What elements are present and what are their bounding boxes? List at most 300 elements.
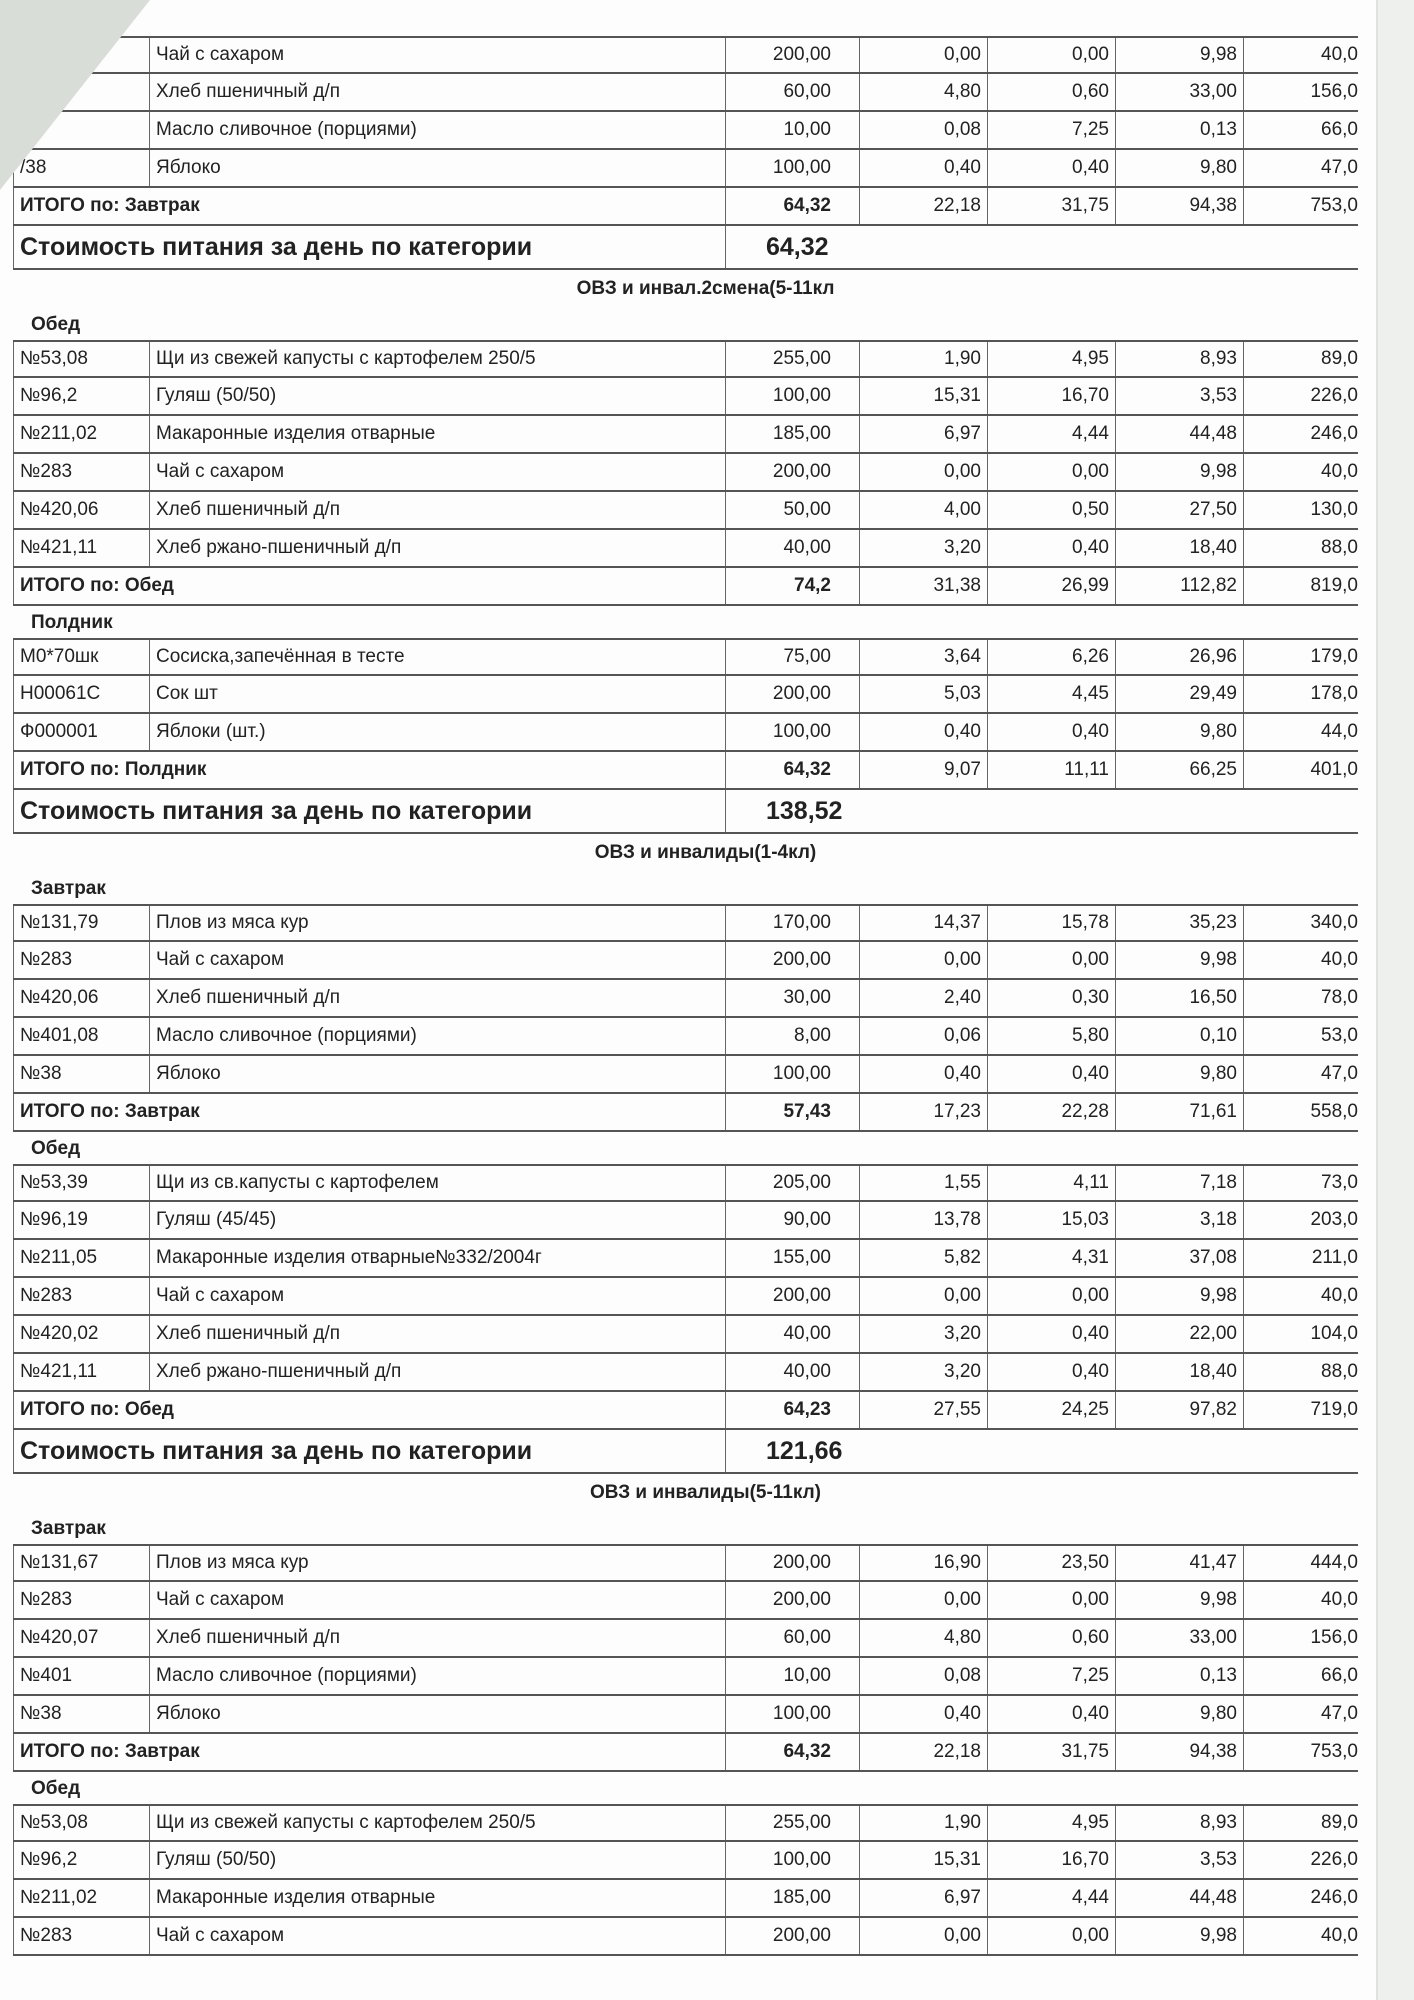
code-cell: /7 — [13, 74, 150, 110]
calories-cell: 40,0 — [1321, 1925, 1358, 1946]
fats-cell: 6,26 — [988, 640, 1116, 674]
code-cell: №96,2 — [13, 1842, 150, 1878]
carbohydrates-cell: 8,93 — [1116, 1806, 1244, 1840]
table-row — [13, 454, 1358, 492]
code-cell: /38 — [13, 150, 150, 186]
calories-cell: 78,0 — [1321, 987, 1358, 1008]
fats-cell: 4,45 — [988, 676, 1116, 712]
scan-edge — [1376, 0, 1414, 2000]
fats-cell: 0,00 — [988, 942, 1116, 978]
dish-name-cell: Чай с сахаром — [150, 454, 726, 490]
proteins-cell: 4,80 — [860, 1620, 988, 1656]
table-row — [13, 492, 1358, 530]
total-fats-cell: 24,25 — [988, 1392, 1116, 1428]
total-fats-cell: 11,11 — [988, 752, 1116, 788]
carbohydrates-cell: 0,13 — [1116, 112, 1244, 148]
portion-weight-cell: 60,00 — [726, 1620, 860, 1656]
portion-weight-cell: 100,00 — [726, 150, 860, 186]
proteins-cell: 15,31 — [860, 1842, 988, 1878]
total-portion-weight-cell: 64,23 — [726, 1392, 860, 1428]
total-portion-weight-cell: 57,43 — [726, 1094, 860, 1130]
fats-cell: 0,00 — [988, 454, 1116, 490]
total-calories-cell: 753,0 — [1310, 1741, 1358, 1762]
dish-name-cell: Хлеб пшеничный д/п — [150, 980, 726, 1016]
total-fats-cell: 22,28 — [988, 1094, 1116, 1130]
portion-weight-cell: 30,00 — [726, 980, 860, 1016]
total-row — [13, 1392, 1358, 1430]
table-row — [13, 1658, 1358, 1696]
fats-cell: 0,00 — [988, 38, 1116, 72]
total-carbohydrates-cell: 71,61 — [1116, 1094, 1244, 1130]
code-cell: №420,06 — [13, 492, 150, 528]
code-cell: Н00061С — [13, 676, 150, 712]
meal-label: Обед — [31, 1138, 81, 1159]
code-cell: №131,79 — [13, 906, 150, 940]
carbohydrates-cell: 9,98 — [1116, 38, 1244, 72]
code-cell: №96,2 — [13, 378, 150, 414]
meal-label: Завтрак — [31, 878, 106, 899]
code-cell: №283 — [13, 1582, 150, 1618]
dish-name-cell: Щи из свежей капусты с картофелем 250/5 — [150, 1806, 726, 1840]
calories-cell: 40,0 — [1321, 949, 1358, 970]
carbohydrates-cell: 9,80 — [1116, 714, 1244, 750]
table-row — [13, 416, 1358, 454]
carbohydrates-cell: 3,18 — [1116, 1202, 1244, 1238]
fats-cell: 15,03 — [988, 1202, 1116, 1238]
dish-name-cell: Чай с сахаром — [150, 942, 726, 978]
table-row — [13, 1240, 1358, 1278]
dish-name-cell: Макаронные изделия отварные — [150, 416, 726, 452]
calories-cell: 88,0 — [1321, 537, 1358, 558]
total-label: ИТОГО по: Полдник — [13, 752, 726, 788]
code-cell: №420,07 — [13, 1620, 150, 1656]
proteins-cell: 3,20 — [860, 1354, 988, 1390]
calories-cell: 156,0 — [1310, 81, 1358, 102]
portion-weight-cell: 200,00 — [726, 1546, 860, 1580]
code-cell: №283 — [13, 942, 150, 978]
calories-cell: 66,0 — [1321, 119, 1358, 140]
dish-name-cell: Хлеб пшеничный д/п — [150, 74, 726, 110]
fats-cell: 0,40 — [988, 530, 1116, 566]
calories-cell: 104,0 — [1310, 1323, 1358, 1344]
dish-name-cell: Яблоко — [150, 150, 726, 186]
dish-name-cell: Гуляш (50/50) — [150, 378, 726, 414]
code-cell: №401,08 — [13, 1018, 150, 1054]
fats-cell: 0,30 — [988, 980, 1116, 1016]
portion-weight-cell: 200,00 — [726, 1582, 860, 1618]
carbohydrates-cell: 9,98 — [1116, 1918, 1244, 1954]
proteins-cell: 0,40 — [860, 150, 988, 186]
carbohydrates-cell: 9,98 — [1116, 1582, 1244, 1618]
carbohydrates-cell: 9,98 — [1116, 1278, 1244, 1314]
fats-cell: 0,40 — [988, 1696, 1116, 1732]
total-label: ИТОГО по: Завтрак — [13, 1734, 726, 1770]
calories-cell: 47,0 — [1321, 1063, 1358, 1084]
table-row — [13, 1842, 1358, 1880]
daily-cost-row — [13, 226, 1358, 270]
portion-weight-cell: 100,00 — [726, 1056, 860, 1092]
daily-cost-value: 138,52 — [766, 796, 843, 825]
total-proteins-cell: 9,07 — [860, 752, 988, 788]
fats-cell: 0,60 — [988, 1620, 1116, 1656]
portion-weight-cell: 185,00 — [726, 1880, 860, 1916]
meal-label: Завтрак — [31, 1518, 106, 1539]
carbohydrates-cell: 44,48 — [1116, 1880, 1244, 1916]
dish-name-cell: Масло сливочное (порциями) — [150, 112, 726, 148]
portion-weight-cell: 40,00 — [726, 1316, 860, 1352]
dish-name-cell: Чай с сахаром — [150, 1278, 726, 1314]
portion-weight-cell: 200,00 — [726, 1918, 860, 1954]
category-title: ОВЗ и инвалиды(5-11кл) — [589, 1482, 822, 1503]
portion-weight-cell: 200,00 — [726, 1278, 860, 1314]
fats-cell: 4,44 — [988, 1880, 1116, 1916]
fats-cell: 4,44 — [988, 416, 1116, 452]
proteins-cell: 0,00 — [860, 38, 988, 72]
fats-cell: 4,95 — [988, 342, 1116, 376]
code-cell: Ф000001 — [13, 714, 150, 750]
proteins-cell: 16,90 — [860, 1546, 988, 1580]
total-label: ИТОГО по: Обед — [13, 1392, 726, 1428]
table-row — [13, 1620, 1358, 1658]
calories-cell: 66,0 — [1321, 1665, 1358, 1686]
proteins-cell: 5,03 — [860, 676, 988, 712]
total-fats-cell: 31,75 — [988, 1734, 1116, 1770]
code-cell: №211,05 — [13, 1240, 150, 1276]
calories-cell: 47,0 — [1321, 157, 1358, 178]
fats-cell: 0,50 — [988, 492, 1116, 528]
daily-cost-label: Стоимость питания за день по категории — [13, 1430, 726, 1472]
calories-cell: 40,0 — [1321, 1285, 1358, 1306]
total-label: ИТОГО по: Завтрак — [13, 1094, 726, 1130]
code-cell: №38 — [13, 1056, 150, 1092]
portion-weight-cell: 40,00 — [726, 1354, 860, 1390]
portion-weight-cell: 255,00 — [726, 1806, 860, 1840]
daily-cost-label: Стоимость питания за день по категории — [13, 226, 726, 268]
proteins-cell: 4,00 — [860, 492, 988, 528]
fats-cell: 5,80 — [988, 1018, 1116, 1054]
calories-cell: 178,0 — [1310, 683, 1358, 704]
calories-cell: 226,0 — [1310, 1849, 1358, 1870]
table-row — [13, 378, 1358, 416]
portion-weight-cell: 185,00 — [726, 416, 860, 452]
portion-weight-cell: 155,00 — [726, 1240, 860, 1276]
table-row — [13, 1918, 1358, 1956]
portion-weight-cell: 200,00 — [726, 38, 860, 72]
total-proteins-cell: 27,55 — [860, 1392, 988, 1428]
table-row — [13, 150, 1358, 188]
total-row — [13, 1094, 1358, 1132]
total-proteins-cell: 17,23 — [860, 1094, 988, 1130]
table-row — [13, 112, 1358, 150]
dish-name-cell: Сок шт — [150, 676, 726, 712]
carbohydrates-cell: 9,80 — [1116, 1056, 1244, 1092]
category-title: ОВЗ и инвалиды(1-4кл) — [594, 842, 817, 863]
carbohydrates-cell: 16,50 — [1116, 980, 1244, 1016]
carbohydrates-cell: 44,48 — [1116, 416, 1244, 452]
total-row — [13, 188, 1358, 226]
calories-cell: 89,0 — [1321, 348, 1358, 369]
table-row — [13, 1316, 1358, 1354]
table-row — [13, 1278, 1358, 1316]
proteins-cell: 0,40 — [860, 1056, 988, 1092]
total-row — [13, 752, 1358, 790]
calories-cell: 89,0 — [1321, 1812, 1358, 1833]
carbohydrates-cell: 18,40 — [1116, 530, 1244, 566]
total-label: ИТОГО по: Обед — [13, 568, 726, 604]
dish-name-cell: Яблоко — [150, 1696, 726, 1732]
dish-name-cell: Чай с сахаром — [150, 1918, 726, 1954]
fats-cell: 0,40 — [988, 150, 1116, 186]
portion-weight-cell: 205,00 — [726, 1166, 860, 1200]
table-row — [13, 942, 1358, 980]
code-cell: №53,08 — [13, 342, 150, 376]
table-row — [13, 74, 1358, 112]
table-row — [13, 904, 1358, 942]
proteins-cell: 3,20 — [860, 530, 988, 566]
table-row — [13, 1354, 1358, 1392]
table-row — [13, 340, 1358, 378]
table-row — [13, 638, 1358, 676]
calories-cell: 130,0 — [1310, 499, 1358, 520]
proteins-cell: 6,97 — [860, 416, 988, 452]
daily-cost-value: 64,32 — [766, 232, 829, 261]
carbohydrates-cell: 27,50 — [1116, 492, 1244, 528]
fats-cell: 7,25 — [988, 112, 1116, 148]
fats-cell: 4,31 — [988, 1240, 1116, 1276]
code-cell: №38 — [13, 1696, 150, 1732]
portion-weight-cell: 40,00 — [726, 530, 860, 566]
proteins-cell: 0,08 — [860, 112, 988, 148]
table-row — [13, 1804, 1358, 1842]
portion-weight-cell: 60,00 — [726, 74, 860, 110]
fats-cell: 15,78 — [988, 906, 1116, 940]
calories-cell: 88,0 — [1321, 1361, 1358, 1382]
calories-cell: 44,0 — [1321, 721, 1358, 742]
carbohydrates-cell: 7,18 — [1116, 1166, 1244, 1200]
dish-name-cell: Масло сливочное (порциями) — [150, 1018, 726, 1054]
dish-name-cell: Хлеб ржано-пшеничный д/п — [150, 530, 726, 566]
proteins-cell: 15,31 — [860, 378, 988, 414]
table-row — [13, 1544, 1358, 1582]
dish-name-cell: Хлеб ржано-пшеничный д/п — [150, 1354, 726, 1390]
dish-name-cell: Хлеб пшеничный д/п — [150, 1620, 726, 1656]
dish-name-cell: Плов из мяса кур — [150, 1546, 726, 1580]
carbohydrates-cell: 18,40 — [1116, 1354, 1244, 1390]
table-row — [13, 1018, 1358, 1056]
proteins-cell: 4,80 — [860, 74, 988, 110]
carbohydrates-cell: 9,98 — [1116, 942, 1244, 978]
fats-cell: 16,70 — [988, 1842, 1116, 1878]
total-proteins-cell: 31,38 — [860, 568, 988, 604]
code-cell: №401 — [13, 1658, 150, 1694]
portion-weight-cell: 90,00 — [726, 1202, 860, 1238]
code-cell: 1 — [13, 112, 150, 148]
fats-cell: 4,11 — [988, 1166, 1116, 1200]
total-carbohydrates-cell: 66,25 — [1116, 752, 1244, 788]
dish-name-cell: Макаронные изделия отварные — [150, 1880, 726, 1916]
fats-cell: 0,00 — [988, 1918, 1116, 1954]
code-cell: №421,11 — [13, 530, 150, 566]
proteins-cell: 0,40 — [860, 1696, 988, 1732]
code-cell: №211,02 — [13, 416, 150, 452]
portion-weight-cell: 170,00 — [726, 906, 860, 940]
portion-weight-cell: 8,00 — [726, 1018, 860, 1054]
portion-weight-cell: 10,00 — [726, 112, 860, 148]
category-title: ОВЗ и инвал.2смена(5-11кл — [576, 278, 835, 299]
carbohydrates-cell: 33,00 — [1116, 74, 1244, 110]
total-row — [13, 1734, 1358, 1772]
total-fats-cell: 26,99 — [988, 568, 1116, 604]
total-label: ИТОГО по: Завтрак — [13, 188, 726, 224]
total-calories-cell: 558,0 — [1310, 1101, 1358, 1122]
carbohydrates-cell: 41,47 — [1116, 1546, 1244, 1580]
portion-weight-cell: 100,00 — [726, 1696, 860, 1732]
code-cell: №421,11 — [13, 1354, 150, 1390]
portion-weight-cell: 100,00 — [726, 1842, 860, 1878]
portion-weight-cell: 75,00 — [726, 640, 860, 674]
calories-cell: 211,0 — [1311, 1247, 1358, 1268]
total-calories-cell: 819,0 — [1310, 575, 1358, 596]
calories-cell: 226,0 — [1310, 385, 1358, 406]
total-portion-weight-cell: 64,32 — [726, 188, 860, 224]
code-cell: М0*70шк — [13, 640, 150, 674]
carbohydrates-cell: 9,80 — [1116, 150, 1244, 186]
menu-document — [13, 36, 1358, 1956]
table-row — [13, 1056, 1358, 1094]
calories-cell: 179,0 — [1310, 646, 1358, 667]
calories-cell: 444,0 — [1310, 1552, 1358, 1573]
proteins-cell: 0,06 — [860, 1018, 988, 1054]
dish-name-cell: Щи из свежей капусты с картофелем 250/5 — [150, 342, 726, 376]
carbohydrates-cell: 9,98 — [1116, 454, 1244, 490]
calories-cell: 246,0 — [1310, 1887, 1358, 1908]
meal-label: Обед — [31, 314, 81, 335]
total-carbohydrates-cell: 112,82 — [1116, 568, 1244, 604]
fats-cell: 0,40 — [988, 714, 1116, 750]
carbohydrates-cell: 29,49 — [1116, 676, 1244, 712]
code-cell: №420,06 — [13, 980, 150, 1016]
fats-cell: 0,40 — [988, 1354, 1116, 1390]
table-row — [13, 36, 1358, 74]
code-cell: №283 — [13, 1278, 150, 1314]
dish-name-cell: Хлеб пшеничный д/п — [150, 492, 726, 528]
proteins-cell: 1,90 — [860, 1806, 988, 1840]
total-portion-weight-cell: 64,32 — [726, 752, 860, 788]
dish-name-cell: Чай с сахаром — [150, 38, 726, 72]
code-cell: №211,02 — [13, 1880, 150, 1916]
fats-cell: 0,00 — [988, 1582, 1116, 1618]
proteins-cell: 6,97 — [860, 1880, 988, 1916]
fats-cell: 23,50 — [988, 1546, 1116, 1580]
code-cell: №96,19 — [13, 1202, 150, 1238]
code-cell: №131,67 — [13, 1546, 150, 1580]
proteins-cell: 1,55 — [860, 1166, 988, 1200]
dish-name-cell: Яблоки (шт.) — [150, 714, 726, 750]
proteins-cell: 0,00 — [860, 454, 988, 490]
portion-weight-cell: 255,00 — [726, 342, 860, 376]
dish-name-cell: Масло сливочное (порциями) — [150, 1658, 726, 1694]
table-row — [13, 1696, 1358, 1734]
proteins-cell: 13,78 — [860, 1202, 988, 1238]
calories-cell: 40,0 — [1321, 44, 1358, 65]
table-row — [13, 530, 1358, 568]
dish-name-cell: Гуляш (45/45) — [150, 1202, 726, 1238]
proteins-cell: 0,00 — [860, 1918, 988, 1954]
proteins-cell: 5,82 — [860, 1240, 988, 1276]
dish-name-cell: Щи из св.капусты с картофелем — [150, 1166, 726, 1200]
carbohydrates-cell: 35,23 — [1116, 906, 1244, 940]
calories-cell: 53,0 — [1321, 1025, 1358, 1046]
total-proteins-cell: 22,18 — [860, 1734, 988, 1770]
code-cell: №283 — [13, 454, 150, 490]
daily-cost-row — [13, 790, 1358, 834]
carbohydrates-cell: 8,93 — [1116, 342, 1244, 376]
calories-cell: 40,0 — [1321, 1589, 1358, 1610]
dish-name-cell: Макаронные изделия отварные№332/2004г — [150, 1240, 726, 1276]
total-portion-weight-cell: 74,2 — [726, 568, 860, 604]
code-cell: №420,02 — [13, 1316, 150, 1352]
carbohydrates-cell: 9,80 — [1116, 1696, 1244, 1732]
total-carbohydrates-cell: 97,82 — [1116, 1392, 1244, 1428]
fats-cell: 16,70 — [988, 378, 1116, 414]
dish-name-cell: Чай с сахаром — [150, 1582, 726, 1618]
calories-cell: 40,0 — [1321, 461, 1358, 482]
proteins-cell: 0,00 — [860, 942, 988, 978]
proteins-cell: 0,00 — [860, 1582, 988, 1618]
carbohydrates-cell: 26,96 — [1116, 640, 1244, 674]
table-row — [13, 676, 1358, 714]
proteins-cell: 0,00 — [860, 1278, 988, 1314]
portion-weight-cell: 200,00 — [726, 676, 860, 712]
carbohydrates-cell: 37,08 — [1116, 1240, 1244, 1276]
fats-cell: 7,25 — [988, 1658, 1116, 1694]
table-row — [13, 980, 1358, 1018]
portion-weight-cell: 50,00 — [726, 492, 860, 528]
meal-label: Полдник — [31, 612, 113, 633]
dish-name-cell: Хлеб пшеничный д/п — [150, 1316, 726, 1352]
folded-page-corner — [0, 0, 150, 190]
fats-cell: 0,40 — [988, 1316, 1116, 1352]
calories-cell: 73,0 — [1321, 1172, 1358, 1193]
total-carbohydrates-cell: 94,38 — [1116, 1734, 1244, 1770]
portion-weight-cell: 200,00 — [726, 454, 860, 490]
proteins-cell: 3,20 — [860, 1316, 988, 1352]
calories-cell: 246,0 — [1310, 423, 1358, 444]
portion-weight-cell: 10,00 — [726, 1658, 860, 1694]
calories-cell: 340,0 — [1310, 912, 1358, 933]
proteins-cell: 14,37 — [860, 906, 988, 940]
fats-cell: 4,95 — [988, 1806, 1116, 1840]
total-portion-weight-cell: 64,32 — [726, 1734, 860, 1770]
table-row — [13, 714, 1358, 752]
code-cell: №283 — [13, 1918, 150, 1954]
proteins-cell: 1,90 — [860, 342, 988, 376]
proteins-cell: 0,40 — [860, 714, 988, 750]
proteins-cell: 2,40 — [860, 980, 988, 1016]
daily-cost-row — [13, 1430, 1358, 1474]
dish-name-cell: Гуляш (50/50) — [150, 1842, 726, 1878]
total-row — [13, 568, 1358, 606]
proteins-cell: 3,64 — [860, 640, 988, 674]
table-row — [13, 1164, 1358, 1202]
code-cell: №53,39 — [13, 1166, 150, 1200]
carbohydrates-cell: 3,53 — [1116, 378, 1244, 414]
fats-cell: 0,40 — [988, 1056, 1116, 1092]
calories-cell: 47,0 — [1321, 1703, 1358, 1724]
meal-label: Обед — [31, 1778, 81, 1799]
code-cell: №53,08 — [13, 1806, 150, 1840]
calories-cell: 203,0 — [1310, 1209, 1358, 1230]
